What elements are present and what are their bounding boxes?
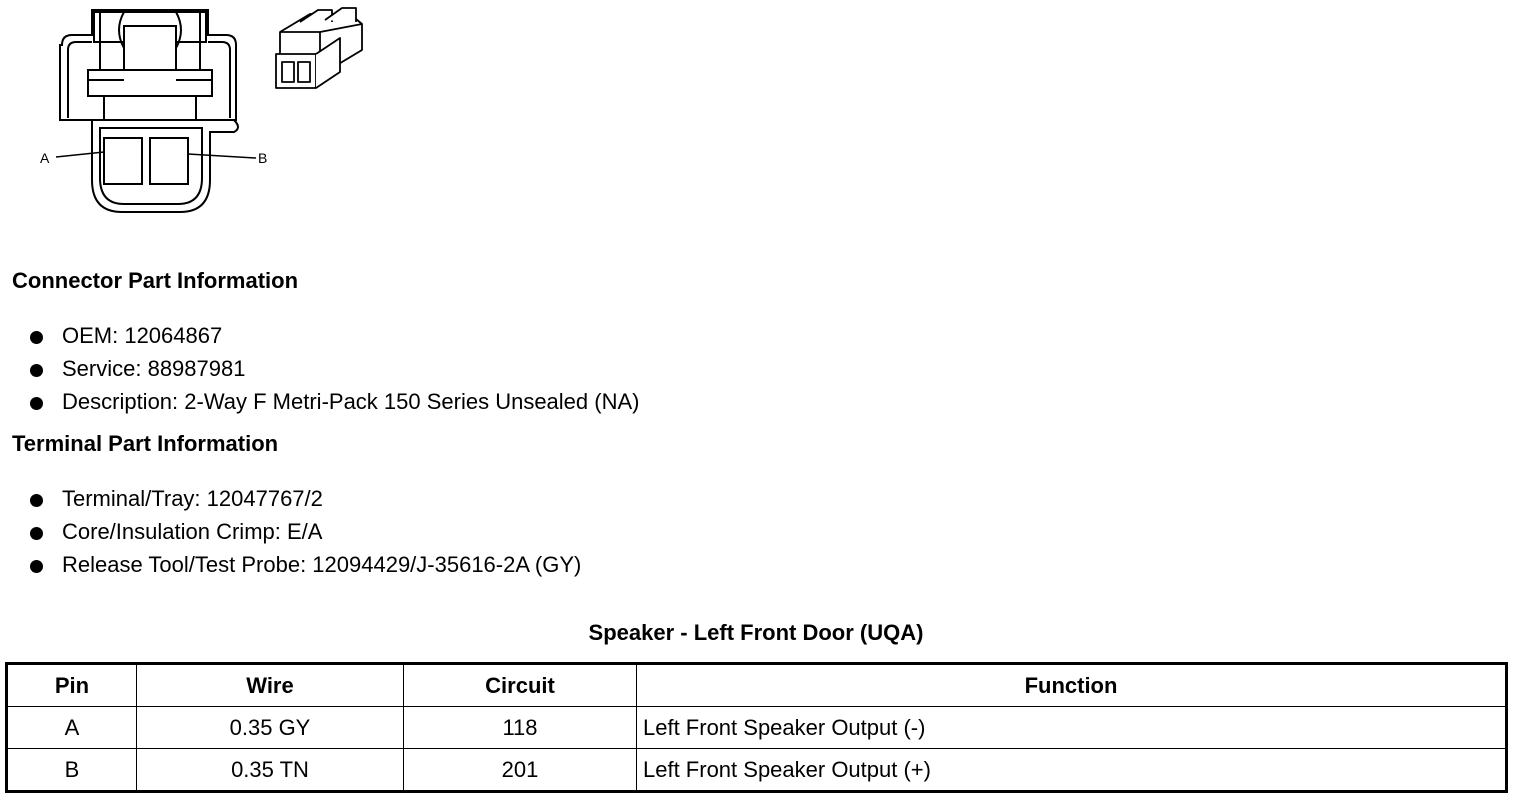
cell-circuit: 118 bbox=[404, 707, 637, 749]
cell-circuit: 201 bbox=[404, 749, 637, 792]
header-pin: Pin bbox=[7, 664, 137, 707]
table-row bbox=[7, 707, 1507, 749]
connector-isometric-thumbnail bbox=[270, 2, 370, 97]
pinout-table bbox=[5, 662, 1508, 793]
cell-wire: 0.35 TN bbox=[137, 749, 404, 792]
header-circuit: Circuit bbox=[404, 664, 637, 707]
table-row bbox=[7, 749, 1507, 792]
list-item bbox=[0, 518, 581, 551]
table-header-row bbox=[7, 664, 1507, 707]
list-item-text: Terminal/Tray: 12047767/2 bbox=[62, 486, 323, 511]
pinout-table-title: Speaker - Left Front Door (UQA) bbox=[588, 620, 924, 645]
list-item-text: Description: 2-Way F Metri-Pack 150 Series Unsealed (NA) bbox=[62, 389, 640, 414]
terminal-part-info-list bbox=[0, 485, 581, 584]
list-item bbox=[0, 388, 639, 421]
list-item-text: OEM: 12064867 bbox=[62, 323, 223, 348]
connector-part-info-list bbox=[0, 322, 639, 421]
pin-label-b: B bbox=[258, 150, 268, 166]
cell-wire: 0.35 GY bbox=[137, 707, 404, 749]
bullet-icon bbox=[30, 494, 43, 507]
list-item bbox=[0, 355, 639, 388]
list-item bbox=[0, 322, 639, 355]
cell-pin: A bbox=[7, 707, 137, 749]
bullet-icon bbox=[30, 331, 43, 344]
connector-face-diagram bbox=[30, 0, 280, 225]
cell-pin: B bbox=[7, 749, 137, 792]
terminal-part-info-heading: Terminal Part Information bbox=[12, 431, 279, 456]
list-item bbox=[0, 551, 581, 584]
bullet-icon bbox=[30, 560, 43, 573]
list-item bbox=[0, 485, 581, 518]
cell-function: Left Front Speaker Output (-) bbox=[637, 707, 1507, 749]
header-wire: Wire bbox=[137, 664, 404, 707]
list-item-text: Service: 88987981 bbox=[62, 356, 246, 381]
pin-label-a: A bbox=[40, 150, 50, 166]
bullet-icon bbox=[30, 364, 43, 377]
bullet-icon bbox=[30, 527, 43, 540]
list-item-text: Core/Insulation Crimp: E/A bbox=[62, 519, 323, 544]
cell-function: Left Front Speaker Output (+) bbox=[637, 749, 1507, 792]
list-item-text: Release Tool/Test Probe: 12094429/J-35616-2A (GY) bbox=[62, 552, 582, 577]
header-function: Function bbox=[637, 664, 1507, 707]
bullet-icon bbox=[30, 397, 43, 410]
connector-part-info-heading: Connector Part Information bbox=[12, 268, 299, 293]
